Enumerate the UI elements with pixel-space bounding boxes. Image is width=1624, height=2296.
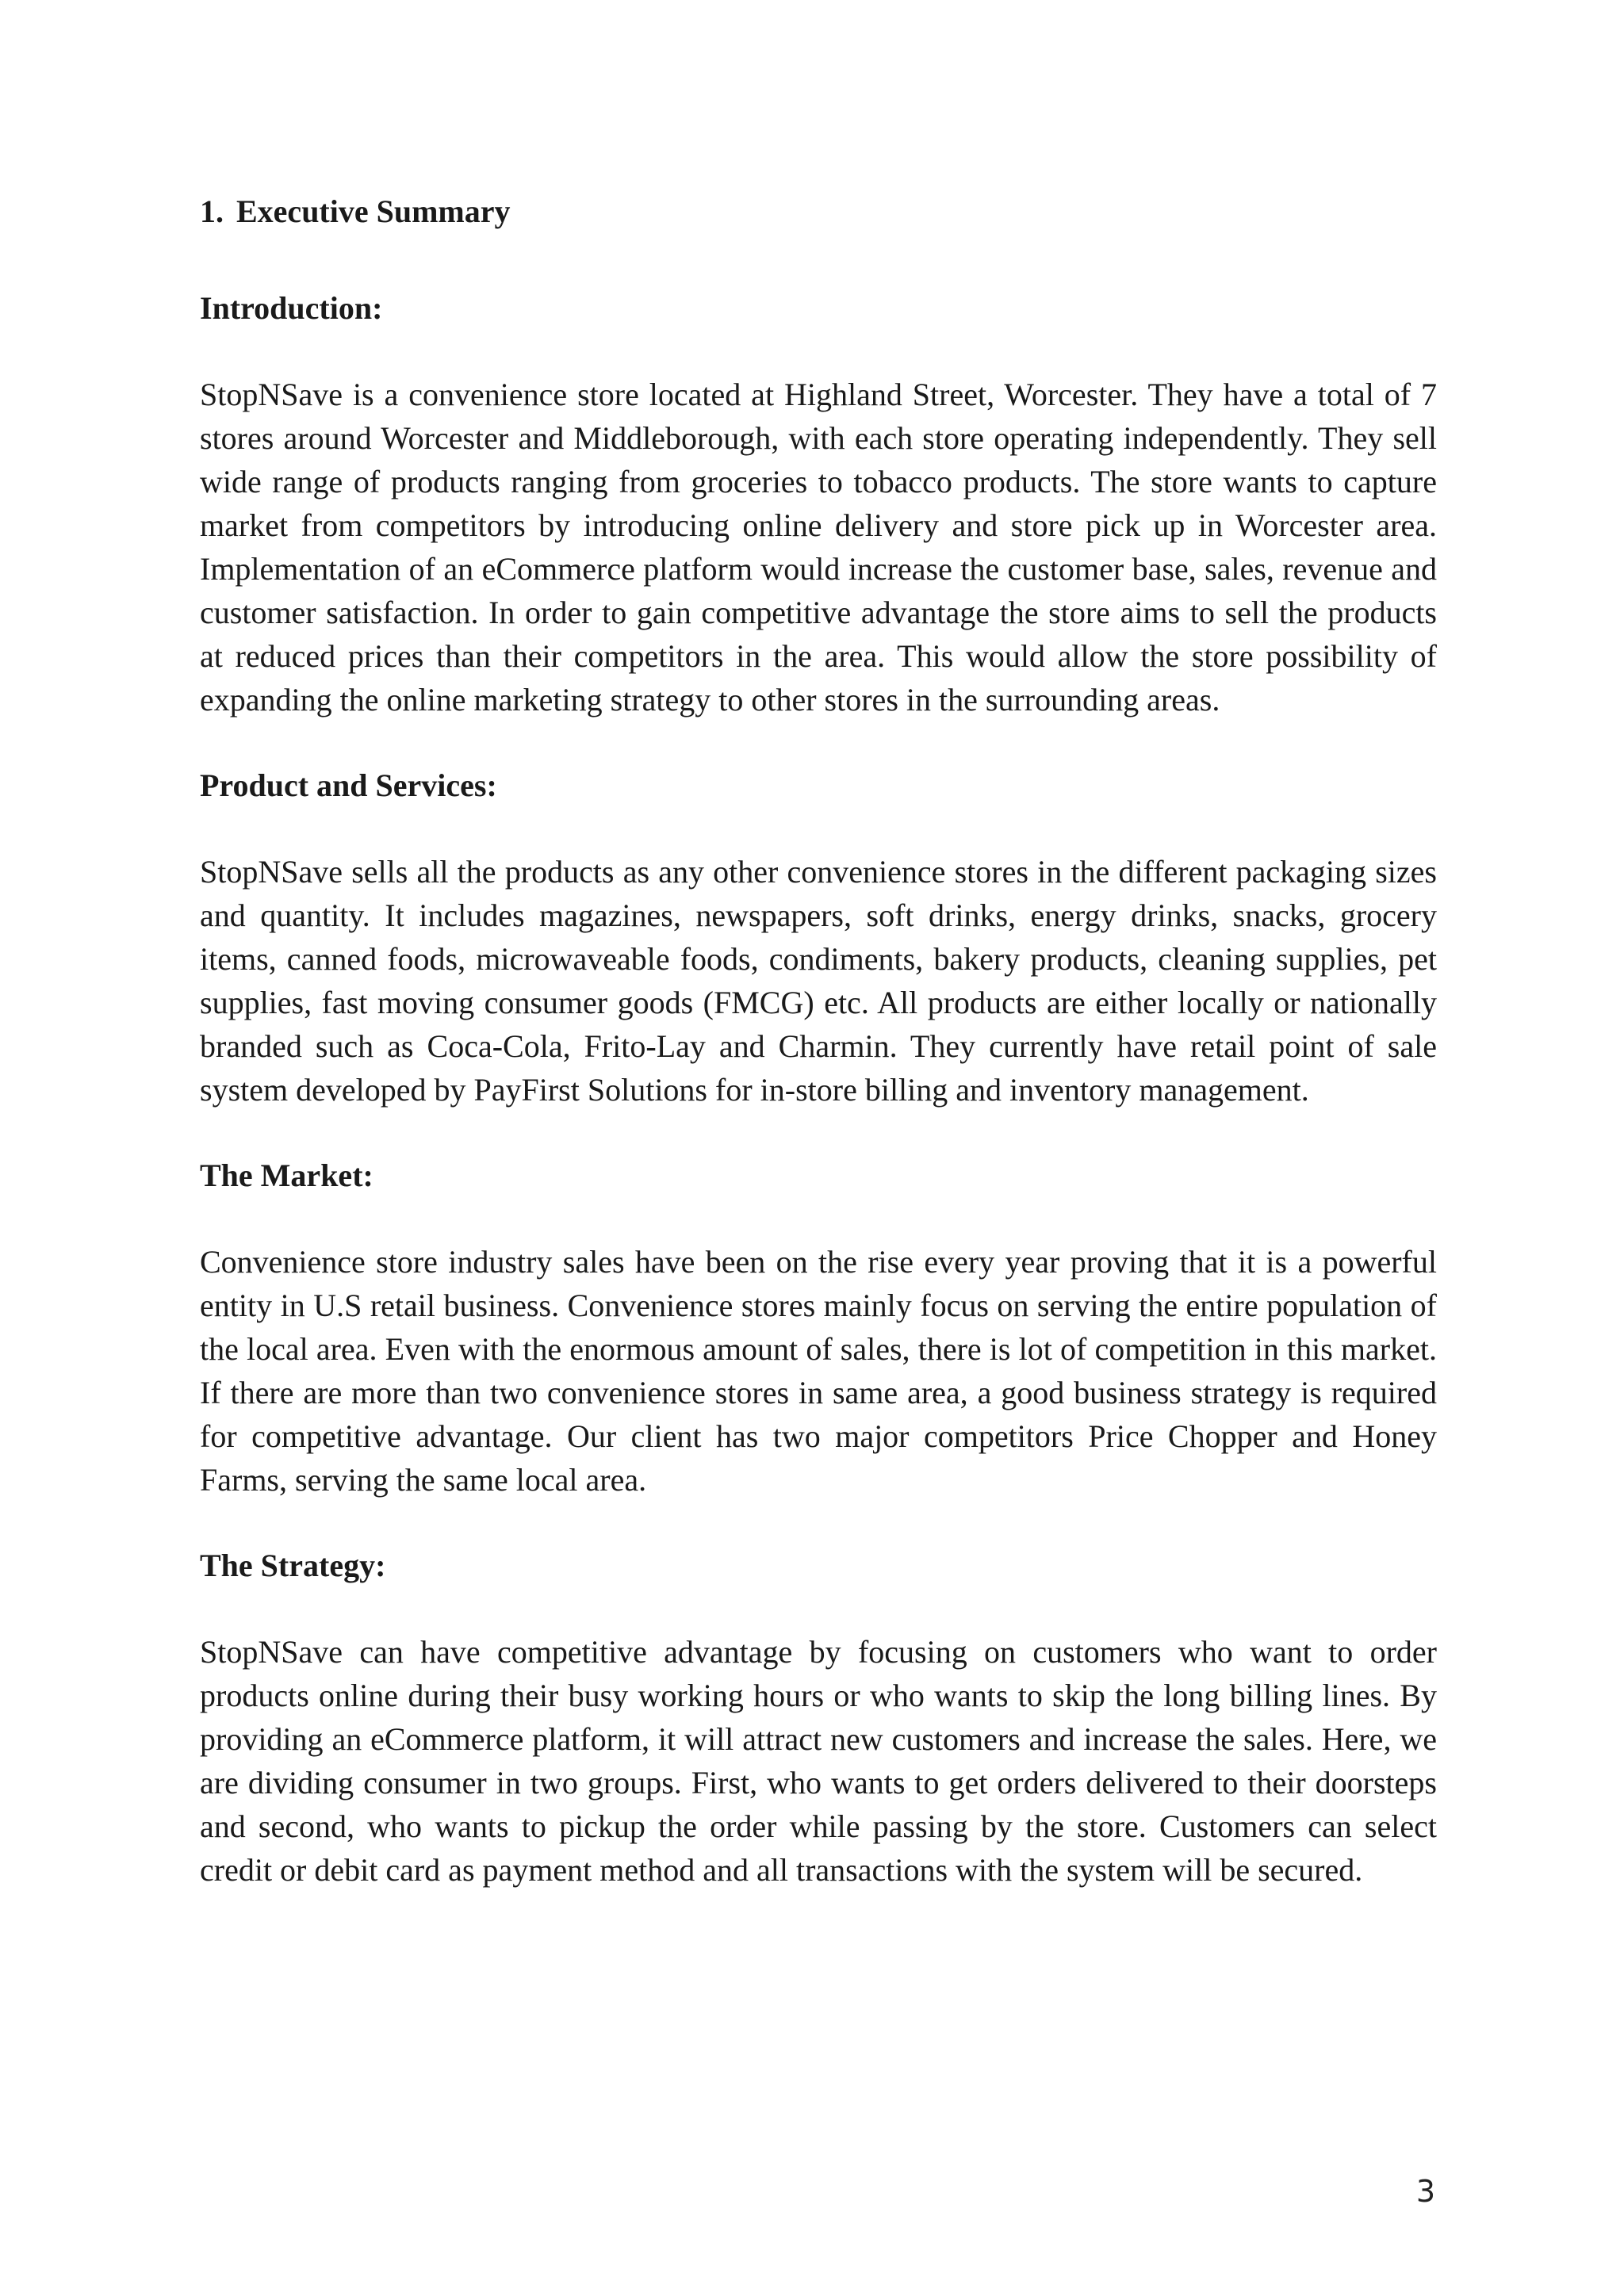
page-number: 3 [1415, 2174, 1435, 2209]
products-services-paragraph: StopNSave sells all the products as any other convenience stores in the different packaging sizes and quantity. It includes magazines, newspapers, soft drinks, energy drinks, snacks, grocery items, canned foods, microwaveable foods, condiments, bakery products, cleaning supplies, pet supplies, fast moving consumer goods (FMCG) etc. All products are either locally or nationally branded such as Coca-Cola, Frito-Lay and Charmin. They currently have retail point of sale system developed by PayFirst Solutions for in-store billing and inventory management. [200, 854, 1437, 1108]
page-content [200, 190, 1437, 1934]
market-heading: The Market: [200, 1158, 373, 1193]
section-heading [200, 190, 1437, 233]
introduction-block [200, 287, 1437, 721]
strategy-heading: The Strategy: [200, 1548, 386, 1583]
products-services-heading: Product and Services: [200, 767, 497, 803]
market-block [200, 1154, 1437, 1502]
strategy-block [200, 1544, 1437, 1892]
products-services-block [200, 764, 1437, 1112]
strategy-paragraph: StopNSave can have competitive advantage by focusing on customers who want to order products online during their busy working hours or who wants to skip the long billing lines. By providing an eCommerce platform, it will attract new customers and increase the sales. Here, we are dividing consumer in two groups. First, who wants to get orders delivered to their doorsteps and second, who wants to pickup the order while passing by the store. Customers can select credit or debit card as payment method and all transactions with the system will be secured. [200, 1634, 1437, 1888]
section-number: 1. [200, 193, 224, 229]
market-paragraph: Convenience store industry sales have been on the rise every year proving that it is a powerful entity in U.S retail business. Convenience stores mainly focus on serving the entire population of the local area. Even with the enormous amount of sales, there is lot of competition in this market. If there are more than two convenience stores in same area, a good business strategy is required for competitive advantage. Our client has two major competitors Price Chopper and Honey Farms, serving the same local area. [200, 1244, 1437, 1498]
introduction-heading: Introduction: [200, 290, 383, 326]
section-title: Executive Summary [236, 193, 511, 229]
introduction-paragraph: StopNSave is a convenience store located at Highland Street, Worcester. They have a total of 7 stores around Worcester and Middleborough, with each store operating independently. They sell wide range of products ranging from groceries to tobacco products. The store wants to capture market from competitors by introducing online delivery and store pick up in Worcester area. Implementation of an eCommerce platform would increase the customer base, sales, revenue and customer satisfaction. In order to gain competitive advantage the store aims to sell the products at reduced prices than their competitors in the area. This would allow the store possibility of expanding the online marketing strategy to other stores in the surrounding areas. [200, 377, 1437, 718]
